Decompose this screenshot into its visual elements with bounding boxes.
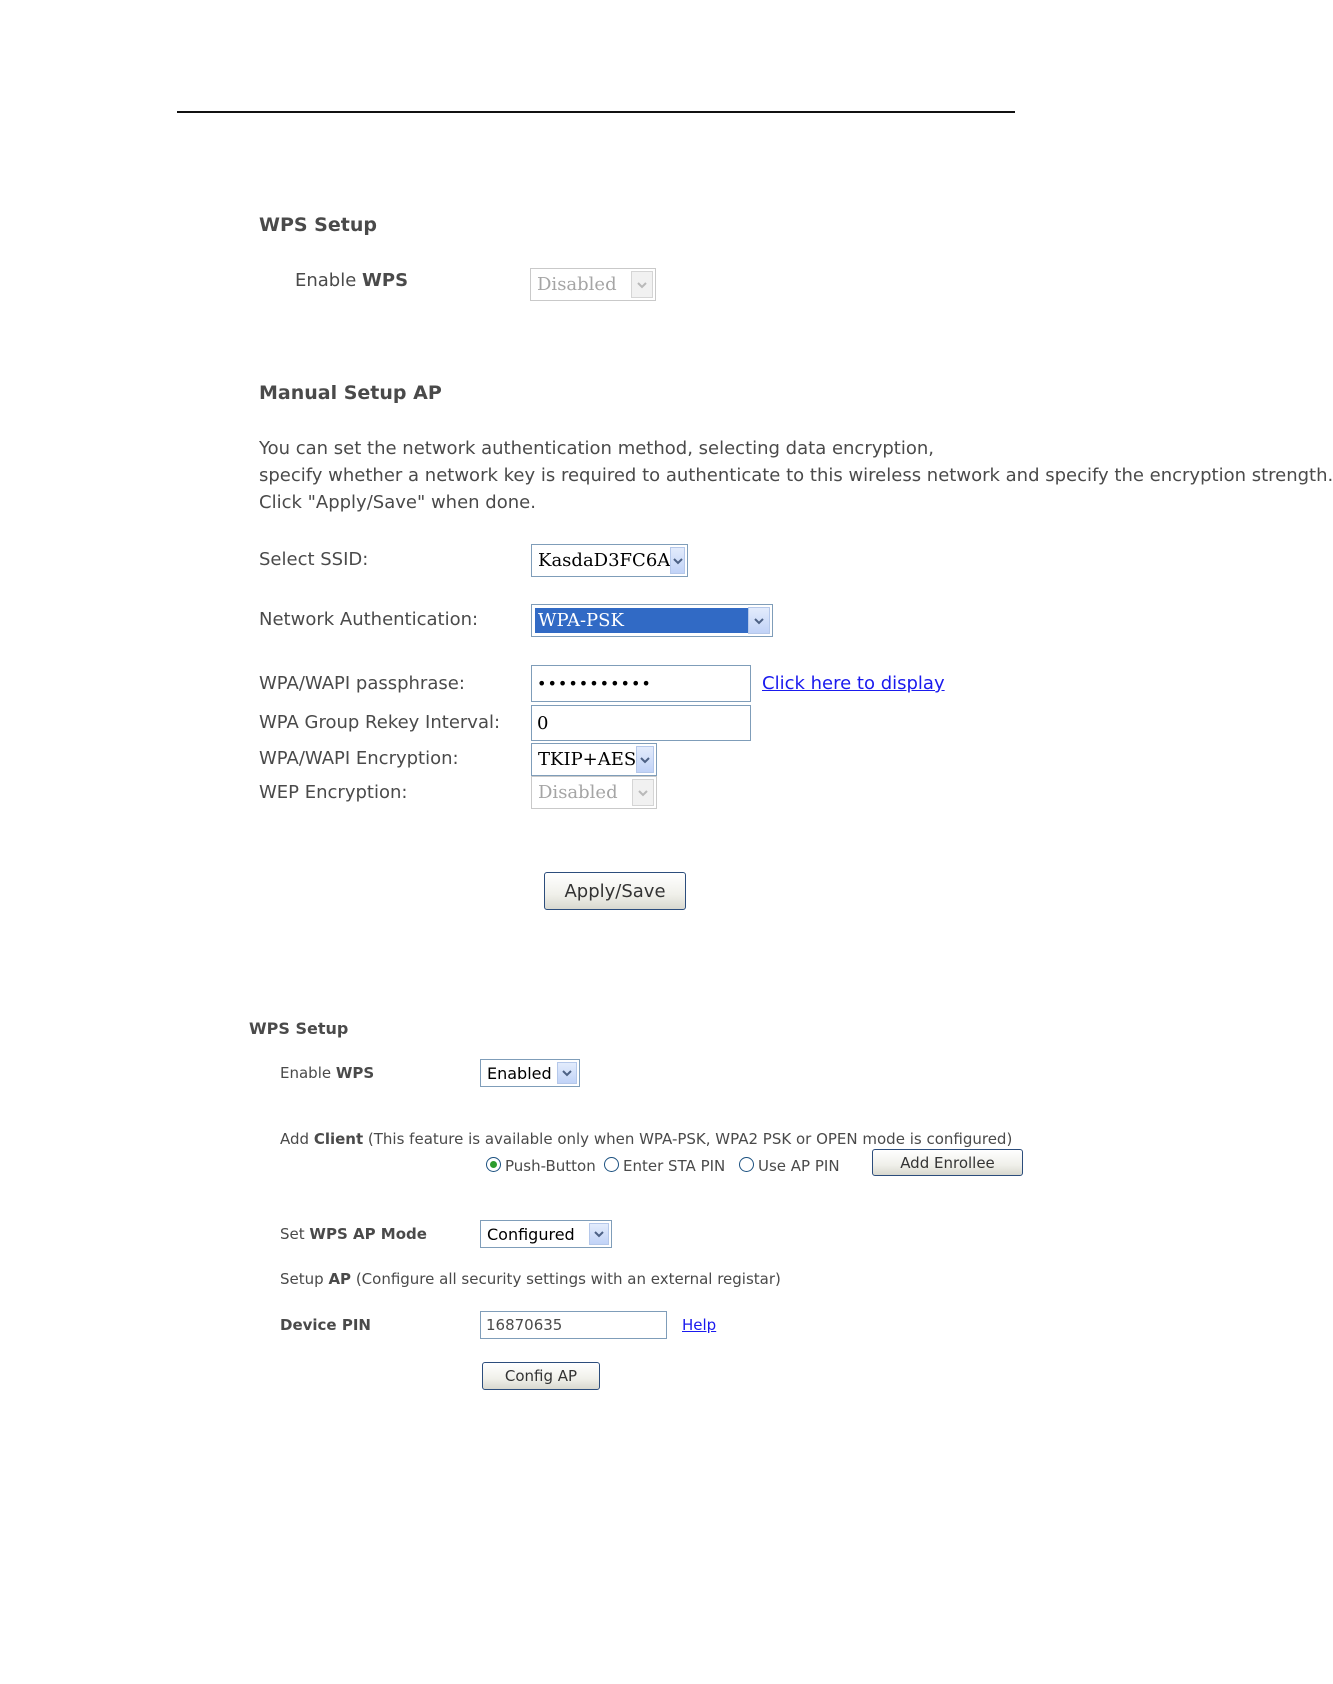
chevron-down-icon bbox=[748, 607, 770, 634]
wps-ap-mode-select[interactable] bbox=[480, 1220, 612, 1248]
enable-wps-label-2 bbox=[280, 1064, 374, 1082]
chevron-down-icon bbox=[557, 1062, 577, 1084]
add-client-note: (This feature is available only when WPA-PSK, WPA2 PSK or OPEN mode is configured) bbox=[363, 1130, 1013, 1148]
set-wps-ap-mode-label bbox=[280, 1225, 427, 1243]
header-rule bbox=[177, 111, 1015, 113]
manual-desc-line2: specify whether a network key is required to authenticate to this wireless network and specify the encryption strength. bbox=[259, 465, 1333, 486]
device-pin-input[interactable]: 16870635 bbox=[480, 1311, 667, 1339]
enter-sta-pin-radio[interactable] bbox=[604, 1157, 619, 1172]
manual-desc-line1: You can set the network authentication method, selecting data encryption, bbox=[259, 438, 935, 459]
setup-ap-note: (Configure all security settings with an external registar) bbox=[351, 1270, 781, 1288]
enable-wps-select-value: Disabled bbox=[537, 274, 617, 295]
setup-ap-bold: AP bbox=[328, 1270, 352, 1288]
setup-ap-prefix: Setup bbox=[280, 1270, 329, 1288]
enable-wps-select-2-value: Enabled bbox=[487, 1063, 552, 1083]
enter-sta-pin-radio-label: Enter STA PIN bbox=[623, 1157, 726, 1175]
set-wps-ap-mode-prefix: Set bbox=[280, 1225, 310, 1243]
ssid-select[interactable] bbox=[531, 544, 688, 577]
add-client-prefix: Add bbox=[280, 1130, 314, 1148]
push-button-radio[interactable] bbox=[486, 1157, 501, 1172]
wps-ap-mode-select-value: Configured bbox=[487, 1224, 575, 1244]
enable-wps-label-2-bold: WPS bbox=[335, 1064, 375, 1082]
passphrase-label: WPA/WAPI passphrase: bbox=[259, 673, 465, 694]
device-pin-label: Device PIN bbox=[280, 1316, 371, 1334]
ssid-select-value: KasdaD3FC6A bbox=[538, 550, 671, 571]
apply-save-button[interactable]: Apply/Save bbox=[544, 872, 686, 910]
add-enrollee-button[interactable]: Add Enrollee bbox=[872, 1149, 1023, 1176]
wps-setup-title-2: WPS Setup bbox=[249, 1019, 349, 1038]
wep-encryption-select-value: Disabled bbox=[538, 782, 618, 803]
passphrase-input[interactable]: ••••••••••• bbox=[531, 665, 751, 702]
push-button-radio-label: Push-Button bbox=[505, 1157, 596, 1175]
help-link[interactable]: Help bbox=[682, 1316, 717, 1334]
setup-ap-text bbox=[280, 1270, 781, 1288]
use-ap-pin-radio-label: Use AP PIN bbox=[758, 1157, 840, 1175]
rekey-interval-label: WPA Group Rekey Interval: bbox=[259, 712, 501, 733]
manual-desc-line3: Click "Apply/Save" when done. bbox=[259, 492, 536, 513]
rekey-interval-input[interactable]: 0 bbox=[531, 705, 751, 741]
use-ap-pin-radio[interactable] bbox=[739, 1157, 754, 1172]
enable-wps-select-2[interactable] bbox=[480, 1059, 580, 1087]
chevron-down-icon bbox=[632, 779, 654, 806]
wep-encryption-label: WEP Encryption: bbox=[259, 782, 408, 803]
set-wps-ap-mode-bold: WPS AP Mode bbox=[309, 1225, 427, 1243]
wep-encryption-select[interactable] bbox=[531, 776, 657, 809]
manual-setup-title: Manual Setup AP bbox=[259, 382, 442, 404]
enable-wps-select[interactable] bbox=[530, 268, 656, 301]
enable-wps-label-text: Enable bbox=[295, 270, 363, 291]
wpa-encryption-label: WPA/WAPI Encryption: bbox=[259, 748, 459, 769]
chevron-down-icon bbox=[589, 1223, 609, 1245]
network-auth-label: Network Authentication: bbox=[259, 609, 479, 630]
enable-wps-label bbox=[295, 270, 408, 291]
wps-setup-title: WPS Setup bbox=[259, 214, 377, 236]
network-auth-select-value: WPA-PSK bbox=[535, 608, 748, 633]
chevron-down-icon bbox=[670, 547, 685, 574]
enable-wps-label-bold: WPS bbox=[362, 270, 409, 291]
add-client-text bbox=[280, 1130, 1012, 1148]
wpa-encryption-select-value: TKIP+AES bbox=[538, 749, 637, 770]
chevron-down-icon bbox=[636, 746, 654, 773]
enable-wps-label-2-text: Enable bbox=[280, 1064, 336, 1082]
network-auth-select[interactable] bbox=[531, 604, 773, 637]
display-passphrase-link[interactable]: Click here to display bbox=[762, 673, 945, 694]
select-ssid-label: Select SSID: bbox=[259, 549, 369, 570]
config-ap-button[interactable]: Config AP bbox=[482, 1362, 600, 1390]
chevron-down-icon bbox=[631, 271, 653, 298]
wpa-encryption-select[interactable] bbox=[531, 743, 657, 776]
add-client-bold: Client bbox=[313, 1130, 364, 1148]
